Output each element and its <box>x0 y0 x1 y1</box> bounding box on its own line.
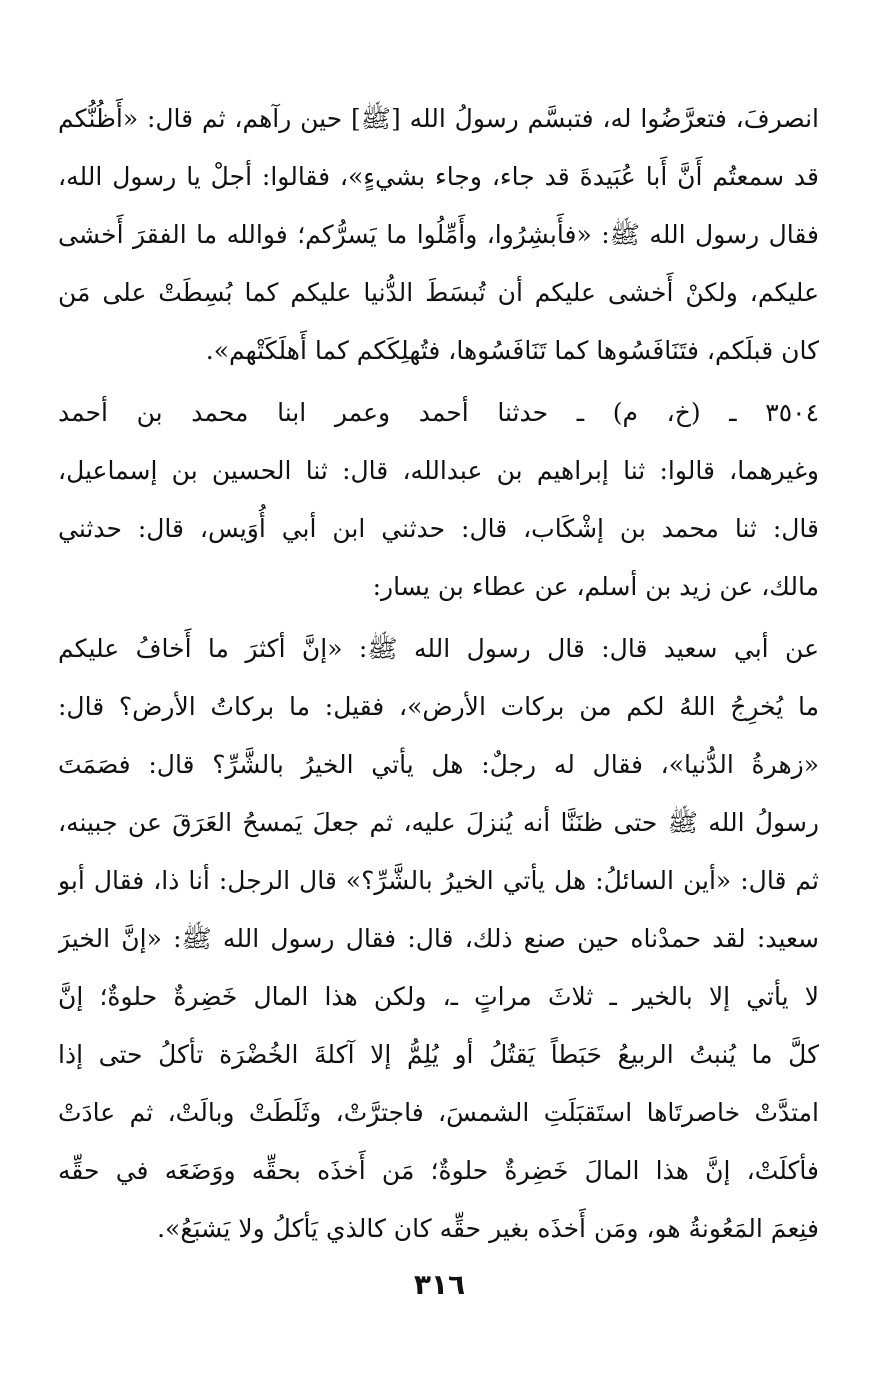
paragraph-3-hadith-text <box>58 620 819 1258</box>
text-line: انصرفَ، فتعرَّضُوا له، فتبسَّم رسولُ الله [ﷺ] حين رآهم، ثم قال: «أَظُنُّكم <box>58 104 819 133</box>
text-line: فأكلَتْ، إنَّ هذا المالَ خَضِرةٌ حلوةٌ؛ مَن أَخذَه بحقِّه ووَضَعَه في حقِّه <box>58 1156 819 1185</box>
paragraph-1 <box>58 90 819 380</box>
text-line: قال: ثنا محمد بن إشْكَاب، قال: حدثني ابن أبي أُوَيس، قال: حدثني <box>58 514 819 543</box>
text-line: فقال رسول الله ﷺ: «فأَبشِرُوا، وأَمِّلُوا ما يَسرُّكم؛ فوالله ما الفقرَ أَخشى <box>58 220 819 249</box>
text-line: وغيرهما، قالوا: ثنا إبراهيم بن عبدالله، قال: ثنا الحسين بن إسماعيل، <box>58 456 819 485</box>
text-line: لا يأتي إلا بالخير ـ ثلاثَ مراتٍ ـ، ولكن هذا المال خَضِرةٌ حلوةٌ؛ إنَّ <box>58 982 819 1011</box>
text-line: امتدَّتْ خاصرتَاها استَقبَلَتِ الشمسَ، فاجترَّتْ، وثَلَطَتْ وبالَتْ، ثم عادَتْ <box>58 1098 819 1127</box>
text-line: قد سمعتُم أَنَّ أَبا عُبَيدةَ قد جاء، وجاء بشيءٍ»، فقالوا: أجلْ يا رسول الله، <box>58 162 819 191</box>
paragraph-2-hadith-chain <box>58 384 819 616</box>
text-line: عليكم، ولكنْ أَخشى عليكم أن تُبسَطَ الدُّنيا عليكم كما بُسِطَتْ على مَن <box>58 278 819 307</box>
text-line: «زهرةُ الدُّنيا»، فقال له رجلٌ: هل يأتي الخيرُ بالشَّرِّ؟ قال: فصَمَتَ <box>58 750 819 779</box>
text-line: كان قبلَكم، فتَنَافَسُوها كما تَنَافَسُوها، فتُهلِكَكم كما أَهلَكَتْهم». <box>205 336 819 365</box>
hadith-number-line: ٣٥٠٤ ـ (خ، م) ـ حدثنا أحمد وعمر ابنا محمد بن أحمد <box>58 398 819 427</box>
text-line: رسولُ الله ﷺ حتى ظنَنَّا أنه يُنزلَ عليه، ثم جعلَ يَمسحُ العَرَقَ عن جبينه، <box>58 808 819 837</box>
text-line: ما يُخرِجُ اللهُ لكم من بركات الأرض»، فقيل: ما بركاتُ الأرض؟ قال: <box>58 692 819 721</box>
page-body <box>58 90 819 1258</box>
text-line: سعيد: لقد حمدْناه حين صنع ذلك، قال: فقال رسول الله ﷺ: «إنَّ الخيرَ <box>58 924 819 953</box>
page-number: ٣١٦ <box>413 1268 466 1301</box>
text-line: فنِعمَ المَعُونةُ هو، ومَن أَخذَه بغير حقِّه كان كالذي يَأكلُ ولا يَشبَعُ». <box>157 1214 819 1243</box>
text-line: عن أبي سعيد قال: قال رسول الله ﷺ: «إنَّ أكثرَ ما أَخافُ عليكم <box>58 634 819 663</box>
text-line: مالك، عن زيد بن أسلم، عن عطاء بن يسار: <box>372 572 819 601</box>
text-line: كلَّ ما يُنبتُ الربيعُ حَبَطاً يَقتُلُ أو يُلِمُّ إلا آكلةَ الخُضْرَة تأكلُ حتى إذا <box>58 1040 819 1069</box>
text-line: ثم قال: «أين السائلُ: هل يأتي الخيرُ بالشَّرِّ؟» قال الرجل: أنا ذا، فقال أبو <box>58 866 819 895</box>
